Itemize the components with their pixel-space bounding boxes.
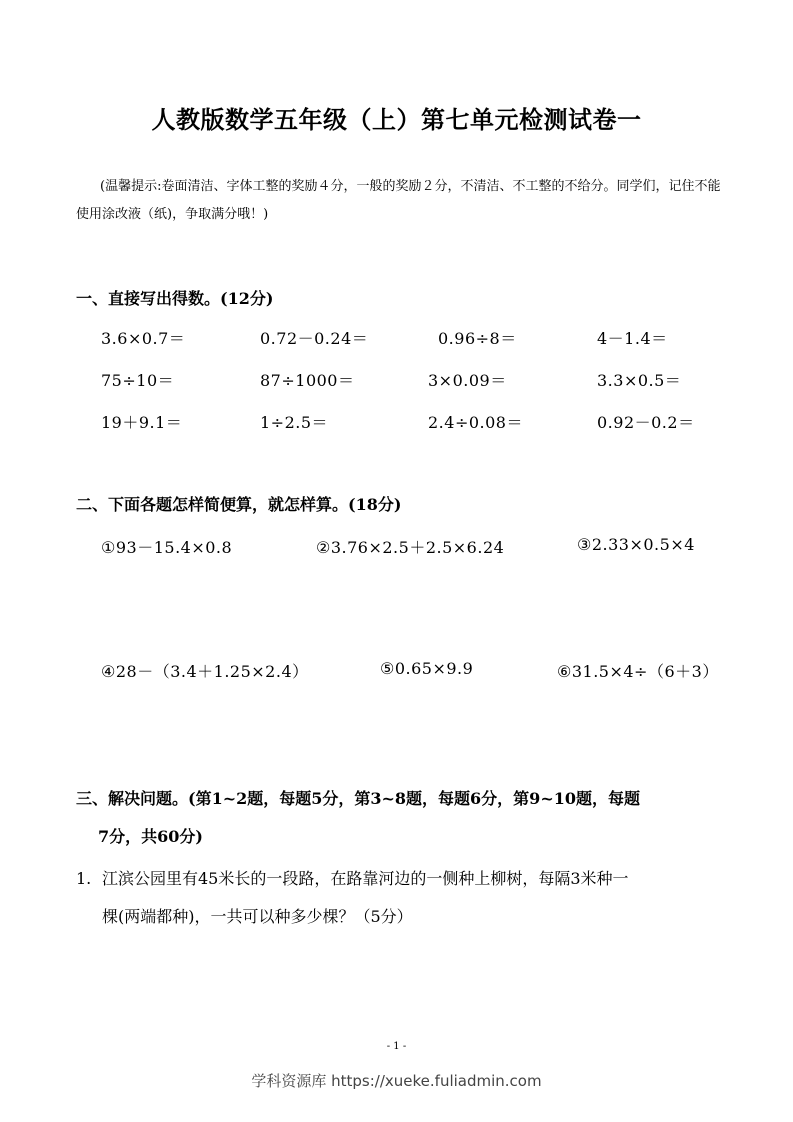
calc-item: 3×0.09＝ — [428, 371, 507, 390]
section3-heading-line2: 7分，共60分) — [98, 827, 203, 846]
simplify-item: ⑥31.5×4÷（6＋3） — [557, 662, 719, 681]
problem-1 — [76, 860, 726, 936]
section1-heading: 一、直接写出得数。(12分) — [76, 289, 274, 308]
problem-number: 1. — [76, 869, 92, 888]
calc-item: 2.4÷0.08＝ — [428, 413, 523, 432]
page-title: 人教版数学五年级（上）第七单元检测试卷一 — [151, 105, 642, 134]
problem-text-line1: 江滨公园里有45米长的一段路，在路靠河边的一侧种上柳树，每隔3米种一 — [102, 869, 629, 888]
section3-heading-line1: 三、解决问题。(第1~2题，每题5分，第3~8题，每题6分，第9~10题，每题 — [76, 789, 640, 808]
simplify-item: ②3.76×2.5＋2.5×6.24 — [316, 538, 505, 557]
calc-item: 1÷2.5＝ — [260, 413, 329, 432]
section2-heading: 二、下面各题怎样简便算，就怎样算。(18分) — [76, 495, 402, 514]
calc-item: 19＋9.1＝ — [101, 413, 183, 432]
section3-heading — [76, 780, 726, 856]
problem-text-line2: 棵(两端都种)，一共可以种多少棵？（5分） — [102, 907, 413, 926]
tip-text: (温馨提示:卷面清洁、字体工整的奖励４分，一般的奖励２分，不清洁、不工整的不给分。同学们，记住不能使用涂改液（纸)，争取满分哦！) — [76, 179, 721, 222]
simplify-item: ③2.33×0.5×4 — [577, 535, 695, 554]
calc-item: 75÷10＝ — [101, 371, 175, 390]
calc-item: 0.96÷8＝ — [438, 329, 517, 348]
calc-item: 87÷1000＝ — [260, 371, 355, 390]
calc-item: 4－1.4＝ — [597, 329, 668, 348]
page-number: - 1 - — [386, 1041, 407, 1052]
calc-item: 0.92－0.2＝ — [597, 413, 695, 432]
calc-item: 0.72－0.24＝ — [260, 329, 369, 348]
simplify-item: ①93－15.4×0.8 — [101, 538, 233, 557]
calc-item: 3.6×0.7＝ — [101, 329, 186, 348]
simplify-item: ⑤0.65×9.9 — [380, 659, 474, 678]
simplify-item: ④28－（3.4＋1.25×2.4） — [101, 662, 309, 681]
calc-item: 3.3×0.5＝ — [597, 371, 682, 390]
footer-watermark: 学科资源库 https://xueke.fuliadmin.com — [251, 1072, 542, 1090]
